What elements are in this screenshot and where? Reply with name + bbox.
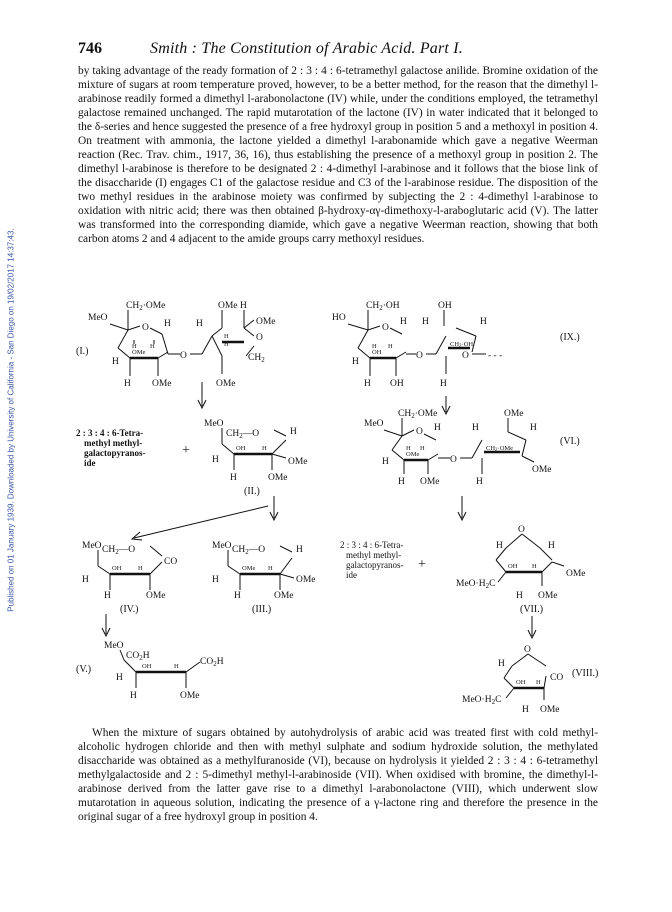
page-number: 746 (78, 40, 102, 57)
svg-text:CH2·OH: $CH_2\cdot OH$ (366, 301, 400, 312)
svg-text:O: O (256, 333, 263, 343)
svg-text:H: H (406, 445, 411, 452)
running-title: Smith : The Constitution of Arabic Acid. Part I. (150, 40, 464, 57)
svg-text:OMe: OMe (296, 575, 316, 585)
running-head (78, 40, 598, 60)
trailing-dashes: - - - (488, 351, 503, 361)
svg-text:CO: CO (550, 673, 564, 683)
download-provenance-text: Published on 01 January 1939. Downloaded by University of California - San Diego on 19/02/2017 14:37:43. (6, 228, 16, 612)
svg-text:H: H (138, 565, 143, 572)
svg-text:OMe: OMe (288, 457, 308, 467)
svg-text:OMe: OMe (566, 569, 586, 579)
svg-text:OH: OH (236, 445, 246, 452)
svg-text:H: H (268, 565, 273, 572)
svg-text:H: H (234, 591, 241, 601)
svg-text:OMe: OMe (242, 565, 256, 572)
reaction-scheme (76, 296, 616, 716)
structure-III (212, 541, 316, 615)
svg-text:H: H (240, 301, 247, 311)
products-row-3-right (340, 525, 586, 615)
tetramethyl-label-1-line-3: galactopyranos- (84, 448, 146, 458)
svg-text:H: H (440, 379, 447, 389)
tetramethyl-label-2-line-3: galactopyranos- (346, 560, 404, 570)
download-provenance-note (4, 110, 18, 730)
svg-text:OMe: OMe (274, 591, 294, 601)
svg-text:H: H (112, 357, 119, 367)
paragraph-bottom: When the mixture of sugars obtained by autohydrolysis of arabic acid was treated first with cold methyl-alcoholic hydrogen chloride and then with methyl sulphate and sodium hydroxide solution, the methylated disaccharide was obtained as a methylfuranoside (VI), because on hydrolysis it yielded 2 : 3 : 4 : 6-tetramethyl methylgalactoside and 2 : 5-dimethyl methyl-l-arabinoside (VII). When oxidised with bromine, the dimethyl-l-arabinose derived from the latter gave rise to a dimethyl l-arabonolactone (VIII), which underwent slow mutarotation in aqueous solution, indicating the presence of a γ-lactone ring and therefore the presence in the original sugar of a free hydroxyl group in position 4. (78, 727, 598, 823)
svg-text:O: O (142, 323, 149, 333)
svg-text:O: O (462, 351, 469, 361)
svg-text:H: H (536, 679, 541, 686)
svg-text:OH: OH (516, 679, 526, 686)
svg-text:H: H (498, 659, 505, 669)
svg-text:H: H (230, 473, 237, 483)
plus-sign-1: + (182, 443, 190, 458)
svg-text:MeO·H2C: $MeO\cdot H_2C$ (456, 579, 496, 590)
svg-text:H: H (296, 545, 303, 555)
svg-text:O: O (450, 455, 457, 465)
svg-text:H: H (372, 343, 377, 350)
structure-IV (82, 541, 177, 615)
tetramethyl-label-1-line-1: 2 : 3 : 4 : 6-Tetra- (76, 428, 144, 438)
svg-text:O: O (524, 645, 531, 655)
svg-text:MeO: MeO (364, 419, 384, 429)
svg-text:H: H (174, 663, 179, 670)
label-VIII: (VIII.) (572, 668, 599, 679)
label-III: (III.) (252, 604, 272, 615)
svg-text:O: O (416, 427, 423, 437)
svg-text:O: O (180, 351, 187, 361)
svg-text:H: H (104, 591, 111, 601)
svg-text:CH2·OMe: $CH_2\cdot OMe$ (126, 301, 166, 312)
svg-text:H: H (262, 445, 267, 452)
paragraph-top: by taking advantage of the ready formation of 2 : 3 : 4 : 6-tetramethyl galactose anilide. Bromine oxidation of the mixture of sugars at room temperature proved, however, to be a better method, for the reason that the dimethyl l-arabinose readily formed a dimethyl l-arabonolactone (IV) while, under the conditions employed, the tetramethyl galactose remained unchanged. The rapid mutarotation of the lactone (IV) in water indicated that it belonged to the δ-series and hence suggested the presence of a free hydroxyl group in position 5 and a methoxyl in position 4. On treatment with ammonia, the lactone yielded a dimethyl l-arabonamide which gave a negative Weerman reaction (Rec. Trav. chim., 1917, 36, 16), thus establishing the presence of a methoxyl group in position 2. The dimethyl l-arabinose is therefore to be designated 2 : 4-dimethyl l-arabinose and it follows that the biose link of the disaccharide (I) engages C1 of the galactose residue and C3 of the l-arabinose residue. The disposition of the two methyl residues in the arabinose moiety was confirmed by subjecting the 2 : 4-dimethyl l-arabinose to oxidation with nitric acid; there was then obtained β-hydroxy-αγ-dimethoxy-l-araboglutaric acid (V). The latter was transformed into the corresponding diamide, which gave a negative Weerman reaction, showing that both carbon atoms 2 and 4 adjacent to the amide groups carry methoxyl residues. (78, 65, 598, 245)
svg-text:O: O (382, 323, 389, 333)
products-row-2-left (76, 419, 308, 497)
svg-text:OMe: OMe (268, 473, 288, 483)
svg-text:H: H (496, 541, 503, 551)
label-II: (II.) (244, 486, 260, 497)
svg-text:H: H (420, 445, 425, 452)
svg-text:H: H (476, 477, 483, 487)
svg-text:CH2·OH: CH2·OH (450, 341, 474, 349)
label-VII: (VII.) (520, 604, 544, 615)
svg-text:OMe: OMe (256, 317, 276, 327)
svg-text:OMe: OMe (420, 477, 440, 487)
svg-text:MeO: MeO (204, 419, 224, 429)
svg-text:CH2—O: $CH_2—O$ (232, 545, 266, 556)
svg-text:O: O (518, 525, 525, 535)
label-IV: (IV.) (120, 604, 139, 615)
tetramethyl-label-2-line-2: methyl methyl- (346, 550, 402, 560)
svg-text:H: H (548, 541, 555, 551)
svg-text:H: H (364, 379, 371, 389)
svg-text:CO: CO (164, 557, 178, 567)
tetramethyl-label-1-line-4: ide (84, 458, 96, 468)
svg-text:MeO·H2C: $MeO\cdot H_2C$ (462, 695, 502, 706)
svg-text:OMe: OMe (538, 591, 558, 601)
svg-text:HO: HO (332, 313, 346, 323)
structure-IX (332, 301, 580, 389)
label-VI: (VI.) (560, 436, 580, 447)
plus-sign-2: + (418, 557, 426, 572)
svg-text:OMe: OMe (218, 301, 238, 311)
svg-text:OH: OH (390, 379, 404, 389)
svg-text:CH2·OMe: CH2·OMe (486, 445, 514, 453)
svg-text:CH2—O: $CH_2—O$ (102, 545, 136, 556)
svg-text:H: H (532, 563, 537, 570)
svg-text:OMe: OMe (146, 591, 166, 601)
svg-text:H: H (400, 317, 407, 327)
svg-text:H: H (398, 477, 405, 487)
svg-text:H: H (388, 343, 393, 350)
structure-V (76, 641, 224, 701)
svg-text:CH2: $CH_2$ (248, 353, 265, 364)
svg-text:H: H (224, 341, 229, 348)
svg-text:OH: OH (372, 349, 382, 356)
svg-text:H: H (116, 673, 123, 683)
svg-text:MeO: MeO (82, 541, 102, 551)
svg-text:H: H (480, 317, 487, 327)
svg-text:H: H (472, 423, 479, 433)
svg-text:H: H (516, 591, 523, 601)
svg-text:OH: OH (142, 663, 152, 670)
svg-text:OH: OH (112, 565, 122, 572)
svg-text:MeO: MeO (88, 313, 108, 323)
svg-text:H: H (212, 575, 219, 585)
svg-text:H: H (290, 427, 297, 437)
svg-text:OH: OH (508, 563, 518, 570)
svg-text:CO2H: $CO_2H$ (200, 657, 224, 668)
svg-text:CH2·OMe: $CH_2\cdot OMe$ (398, 409, 438, 420)
svg-text:H: H (164, 319, 171, 329)
tetramethyl-label-2-line-1: 2 : 3 : 4 : 6-Tetra- (340, 540, 404, 550)
svg-text:H: H (422, 317, 429, 327)
svg-text:OMe: OMe (180, 691, 200, 701)
structure-I (76, 301, 276, 389)
svg-text:H: H (132, 343, 137, 350)
svg-text:OMe: OMe (540, 705, 560, 715)
svg-text:OMe: OMe (504, 409, 524, 419)
svg-text:H: H (130, 691, 137, 701)
svg-text:OMe: OMe (152, 379, 172, 389)
svg-text:H: H (522, 705, 529, 715)
svg-text:OMe: OMe (406, 451, 420, 458)
svg-text:H: H (82, 575, 89, 585)
svg-text:OMe: OMe (216, 379, 236, 389)
svg-text:OH: OH (438, 301, 452, 311)
svg-text:H: H (434, 423, 441, 433)
svg-text:CH2—O: $CH_2—O$ (226, 429, 260, 440)
svg-text:OMe: OMe (132, 349, 146, 356)
svg-text:H: H (196, 319, 203, 329)
svg-text:O: O (416, 351, 423, 361)
svg-text:H: H (224, 333, 229, 340)
svg-text:H: H (150, 343, 155, 350)
svg-text:MeO: MeO (104, 641, 124, 651)
svg-text:H: H (382, 457, 389, 467)
svg-text:OMe: OMe (532, 465, 552, 475)
label-V: (V.) (76, 664, 92, 675)
svg-text:H: H (124, 379, 131, 389)
structure-VI (364, 409, 580, 487)
label-IX: (IX.) (560, 332, 580, 343)
tetramethyl-label-1-line-2: methyl methyl- (84, 438, 143, 448)
svg-text:MeO: MeO (212, 541, 232, 551)
tetramethyl-label-2-line-4: ide (346, 570, 357, 580)
label-I: (I.) (76, 346, 89, 357)
structure-VIII (462, 645, 598, 715)
svg-text:H: H (212, 455, 219, 465)
svg-text:H: H (352, 357, 359, 367)
svg-text:CO2H: $CO_2H$ (126, 651, 150, 662)
svg-text:H: H (530, 423, 537, 433)
